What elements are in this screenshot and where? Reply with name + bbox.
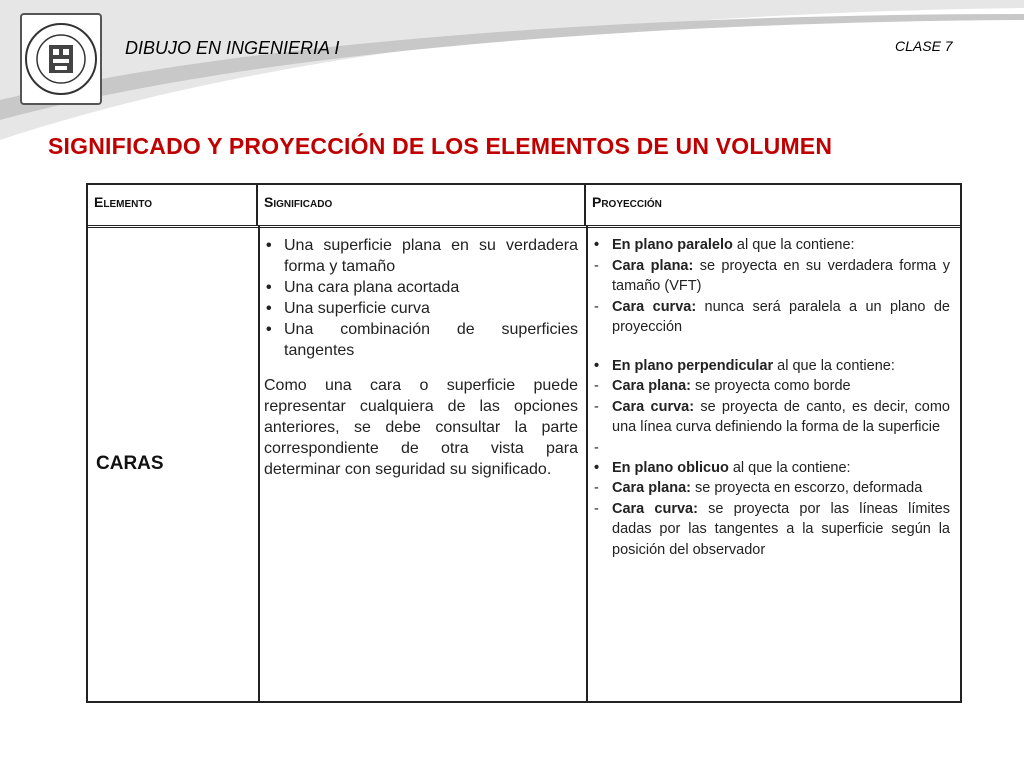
list-item: • En plano paralelo al que la contiene: [592,235,950,256]
proyeccion-cell [592,235,950,560]
bullet-icon: • [266,237,272,254]
bullet-icon: • [594,237,600,253]
dash-icon: - [594,378,599,394]
list-item: - Cara curva: se proyecta por las líneas límites dadas por las tangentes a la superficie según la posición del observador [594,500,951,558]
list-item: • Una superficie curva [266,300,430,317]
list-item: • En plano oblicuo al que la contiene: [592,458,950,479]
dash-icon: - [594,257,599,274]
bullet-icon: • [266,279,272,296]
list-item: - Cara plana: se proyecta en su verdadera forma y tamaño (VFT) [594,257,950,294]
column-divider [258,225,260,703]
list-item [592,438,950,458]
bullet-icon: • [594,357,600,374]
bullet-icon: • [266,321,272,338]
list-item: • Una cara plana acortada [266,279,460,296]
element-name: CARAS [96,453,164,474]
dash-icon: - [594,480,599,496]
dash-icon: - [594,439,599,456]
header-significado: Significado [258,185,586,225]
dash-icon: - [594,398,599,415]
class-number: CLASE 7 [895,38,953,54]
bullet-icon: • [266,300,272,317]
list-item: • Una combinación de superficies tangentes [266,321,578,359]
header-proyeccion: Proyección [592,194,662,210]
dash-icon: - [594,298,599,315]
significado-cell [264,235,578,496]
list-item: • En plano perpendicular al que la contiene: [592,356,950,377]
significado-paragraph: Como una cara o superficie puede representar cualquiera de las opciones anteriores, se debe consultar la parte correspondiente de otra vista para determinar con seguridad su significado. [264,377,578,478]
dash-icon: - [594,500,599,517]
header-swoosh [0,0,1024,140]
slide-title: SIGNIFICADO Y PROYECCIÓN DE LOS ELEMENTOS DE UN VOLUMEN [48,133,833,159]
course-title: DIBUJO EN INGENIERIA I [125,38,340,58]
column-divider [586,225,588,703]
list-item: - Cara curva: nunca será paralela a un plano de proyección [594,298,950,335]
list-item: - Cara curva: se proyecta de canto, es decir, como una línea curva definiendo la forma de la superficie [594,398,950,435]
list-item: • Una superficie plana en su verdadera forma y tamaño [266,237,578,275]
elements-table [86,183,962,703]
table-header-row [88,185,960,228]
list-item: - Cara plana: se proyecta como borde [592,376,950,397]
bullet-icon: • [594,459,600,476]
university-logo [20,13,102,105]
list-item: - Cara plana: se proyecta en escorzo, deformada [592,478,950,499]
header-elemento: Elemento [88,185,258,225]
